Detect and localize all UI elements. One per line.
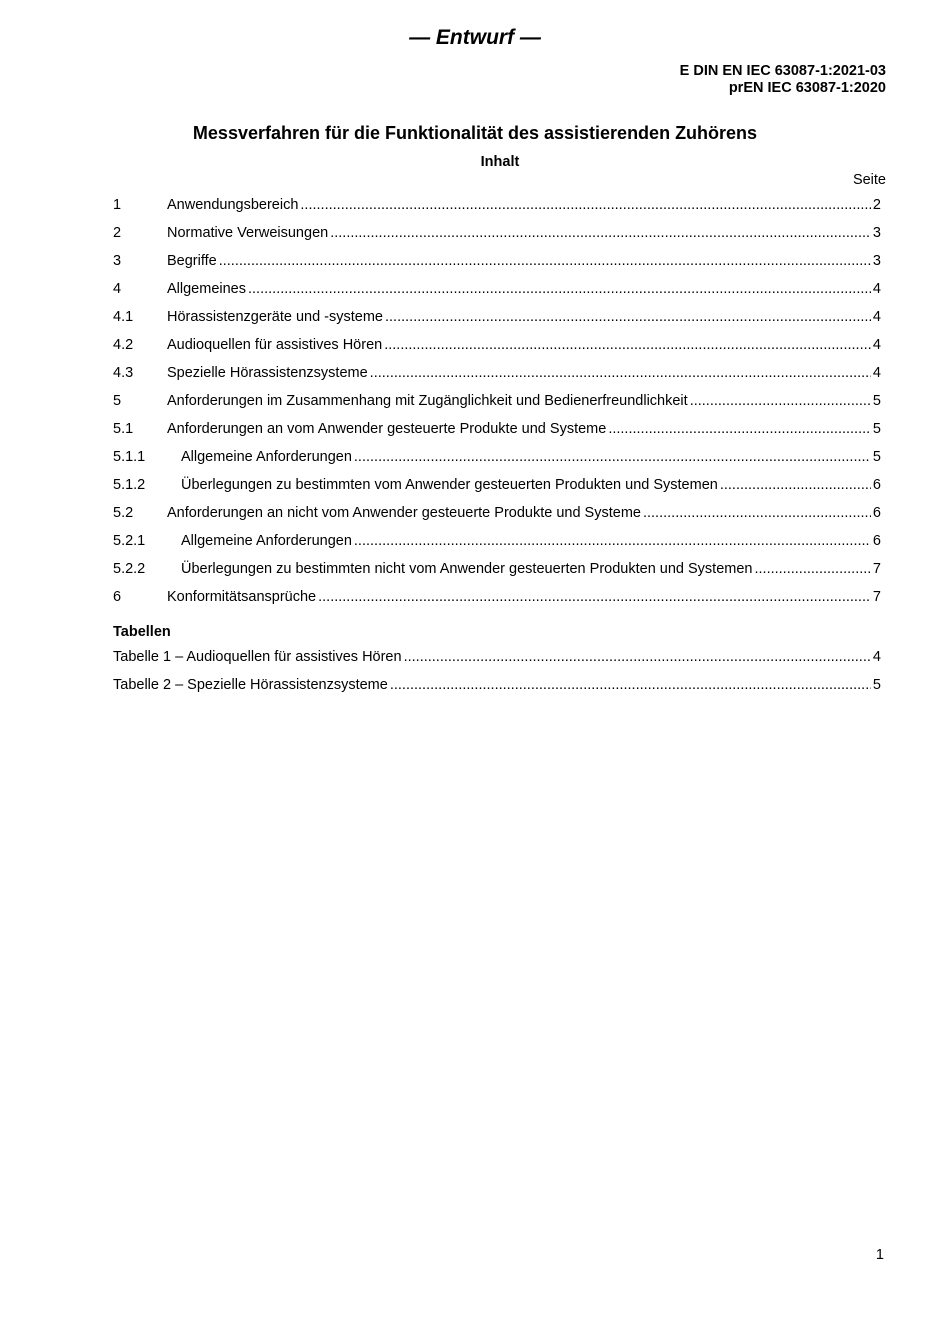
- toc-entry[interactable]: [113, 219, 881, 247]
- table-entry-page: 5: [872, 677, 881, 693]
- toc-entry-page: 6: [872, 533, 881, 549]
- dot-leader: [370, 359, 871, 387]
- toc-entry-number: 5: [113, 393, 122, 409]
- toc-entry-title: Spezielle Hörassistenzsysteme: [167, 365, 368, 381]
- toc-entry-page: 5: [872, 421, 881, 437]
- doc-id-din: E DIN EN IEC 63087-1:2021-03: [679, 63, 886, 79]
- toc-entry-number: 1: [113, 197, 122, 213]
- dot-leader: [720, 471, 871, 499]
- toc-entry[interactable]: [113, 387, 881, 415]
- toc-entry-title: Anwendungsbereich: [167, 197, 299, 213]
- toc-entry-number: 3: [113, 253, 122, 269]
- toc-entry-title: Anforderungen an nicht vom Anwender gesteuerte Produkte und Systeme: [167, 505, 641, 521]
- dot-leader: [643, 499, 871, 527]
- toc-entry-number: 5.2: [113, 505, 134, 521]
- toc-entry-page: 6: [872, 505, 881, 521]
- toc-entry-title: Begriffe: [167, 253, 217, 269]
- toc-entry[interactable]: [113, 191, 881, 219]
- document-title: Messverfahren für die Funktionalität des assistierenden Zuhörens: [192, 123, 758, 143]
- toc-entry[interactable]: [113, 331, 881, 359]
- toc-entry[interactable]: [113, 443, 881, 471]
- toc-entry-title: Überlegungen zu bestimmten vom Anwender gesteuerten Produkten und Systemen: [181, 477, 718, 493]
- dot-leader: [608, 415, 871, 443]
- toc-entry-number: 5.1: [113, 421, 134, 437]
- toc-entry-title: Konformitätsansprüche: [167, 589, 317, 605]
- dot-leader: [300, 191, 871, 219]
- toc-entry[interactable]: [113, 303, 881, 331]
- tables-heading: Tabellen: [113, 624, 171, 640]
- dot-leader: [754, 555, 870, 583]
- toc-entry-page: 4: [872, 281, 881, 297]
- toc-entry-number: 5.1.2: [113, 477, 146, 493]
- toc-entry-page: 4: [872, 337, 881, 353]
- doc-id-pren: prEN IEC 63087-1:2020: [728, 80, 886, 96]
- toc-entry-title: Allgemeine Anforderungen: [181, 533, 352, 549]
- toc-entry-number: 6: [113, 589, 122, 605]
- toc-entry[interactable]: [113, 415, 881, 443]
- toc-entry-page: 6: [872, 477, 881, 493]
- table-list-entry[interactable]: [113, 671, 881, 699]
- dot-leader: [248, 275, 871, 303]
- toc-entry-page: 4: [872, 365, 881, 381]
- toc-entry[interactable]: [113, 583, 881, 611]
- dot-leader: [354, 527, 871, 555]
- dot-leader: [690, 387, 871, 415]
- toc-entry[interactable]: [113, 499, 881, 527]
- toc-entry[interactable]: [113, 247, 881, 275]
- toc-entry-title: Anforderungen an vom Anwender gesteuerte Produkte und Systeme: [167, 421, 607, 437]
- table-list-entry[interactable]: [113, 643, 881, 671]
- table-entry-page: 4: [872, 649, 881, 665]
- toc-entry-title: Normative Verweisungen: [167, 225, 329, 241]
- toc-entry-page: 3: [872, 225, 881, 241]
- toc-entry-number: 5.2.2: [113, 561, 146, 577]
- toc-entry-title: Anforderungen im Zusammenhang mit Zugänglichkeit und Bedienerfreundlichkeit: [167, 393, 688, 409]
- dot-leader: [318, 583, 871, 611]
- toc-entry-page: 7: [872, 589, 881, 605]
- draft-label: — Entwurf —: [409, 26, 541, 49]
- page-number: 1: [875, 1247, 884, 1263]
- toc-entry[interactable]: [113, 275, 881, 303]
- toc-entry-page: 5: [872, 449, 881, 465]
- toc-entry[interactable]: [113, 527, 881, 555]
- toc-entry[interactable]: [113, 471, 881, 499]
- toc-entry-page: 3: [872, 253, 881, 269]
- toc-entry-title: Allgemeine Anforderungen: [181, 449, 352, 465]
- toc-entry-number: 5.2.1: [113, 533, 146, 549]
- dot-leader: [354, 443, 871, 471]
- toc-entry-page: 2: [872, 197, 881, 213]
- toc-entry-title: Überlegungen zu bestimmten nicht vom Anwender gesteuerten Produkten und Systemen: [181, 561, 753, 577]
- dot-leader: [404, 643, 871, 671]
- table-of-contents: [113, 191, 881, 699]
- toc-entry-page: 5: [872, 393, 881, 409]
- toc-entry-number: 4: [113, 281, 122, 297]
- toc-entry-title: Allgemeines: [167, 281, 246, 297]
- toc-entry-title: Hörassistenzgeräte und -systeme: [167, 309, 383, 325]
- toc-entry-title: Audioquellen für assistives Hören: [167, 337, 383, 353]
- table-entry-title: Tabelle 1 – Audioquellen für assistives Hören: [113, 649, 402, 665]
- toc-entry-number: 4.1: [113, 309, 134, 325]
- toc-entry-number: 2: [113, 225, 122, 241]
- toc-entry-page: 7: [872, 561, 881, 577]
- table-entry-title: Tabelle 2 – Spezielle Hörassistenzsysteme: [113, 677, 388, 693]
- toc-entry[interactable]: [113, 359, 881, 387]
- toc-entry-page: 4: [872, 309, 881, 325]
- dot-leader: [330, 219, 871, 247]
- dot-leader: [219, 247, 871, 275]
- toc-entry[interactable]: [113, 555, 881, 583]
- contents-heading: Inhalt: [480, 154, 520, 170]
- document-identifier: [680, 63, 886, 97]
- toc-entry-number: 5.1.1: [113, 449, 146, 465]
- toc-entry-number: 4.2: [113, 337, 134, 353]
- toc-entry-number: 4.3: [113, 365, 134, 381]
- dot-leader: [385, 303, 871, 331]
- dot-leader: [390, 671, 871, 699]
- dot-leader: [384, 331, 871, 359]
- page-column-label: Seite: [852, 172, 886, 188]
